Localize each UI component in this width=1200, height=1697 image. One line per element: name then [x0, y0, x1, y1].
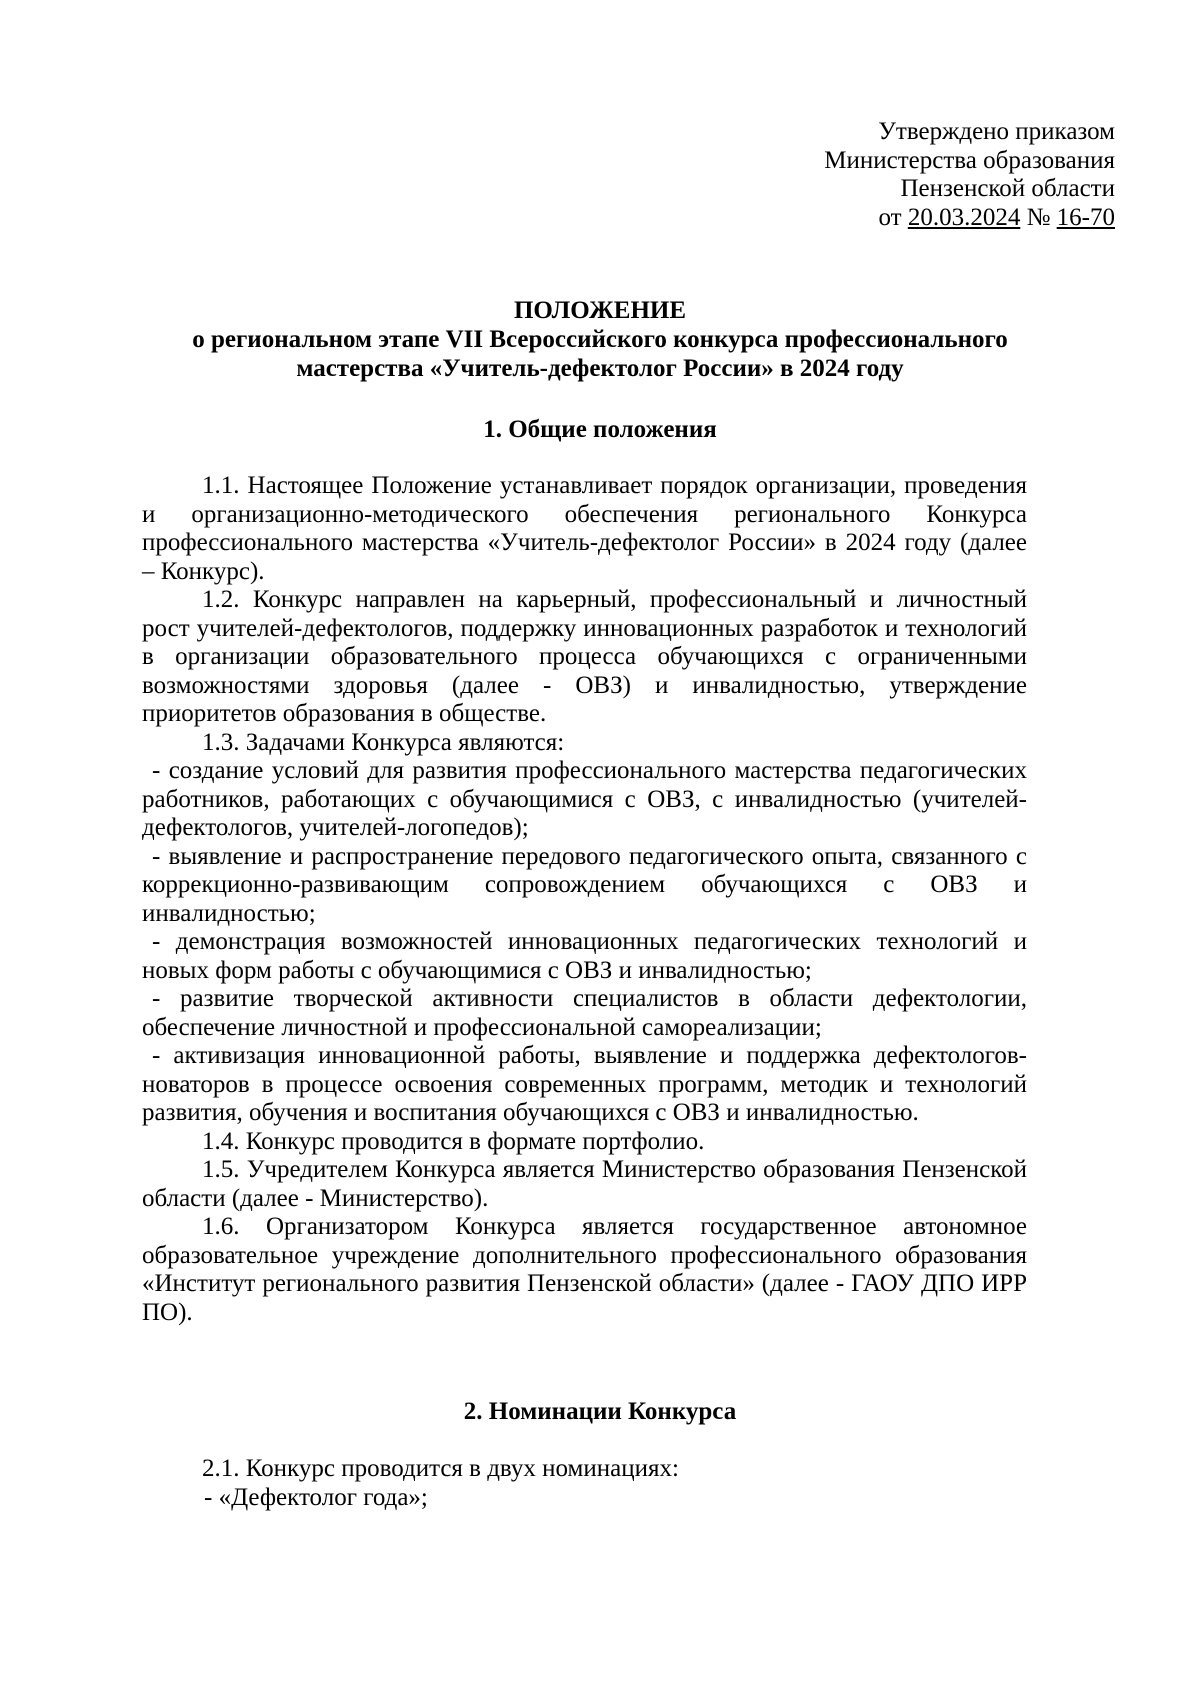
paragraph-1-6: 1.6. Организатором Конкурса является государственное автономное образовательное учреждение дополнительного профессионального образования «Институт регионального развития Пензенской области» (далее - ГАОУ ДПО ИРР ПО).: [142, 1213, 1027, 1326]
section-2-heading: 2. Номинации Конкурса: [463, 1398, 737, 1425]
approval-prefix: от: [878, 203, 908, 231]
title-line-2: мастерства «Учитель-дефектолог России» в 2024 году: [296, 355, 904, 382]
paragraph-1-2: 1.2. Конкурс направлен на карьерный, профессиональный и личностный рост учителей-дефектологов, поддержку инновационных разработок и технологий в организации образовательного процесса обучающихся с ограниченными возможностями здоровья (далее - ОВЗ) и инвалидностью, утверждение приоритетов образования в обществе.: [142, 586, 1027, 727]
section-2-body: [142, 1455, 1027, 1512]
task-item-5: - активизация инновационной работы, выявление и поддержка дефектологов-новаторов в процессе освоения современных программ, методик и технологий развития, обучения и воспитания обучающихся с ОВЗ и инвалидностью.: [142, 1042, 1027, 1126]
approval-line-1: Утверждено приказом: [878, 118, 1115, 145]
approval-block: [515, 118, 1115, 232]
paragraph-1-1: 1.1. Настоящее Положение устанавливает порядок организации, проведения и организационно-методического обеспечения регионального Конкурса профессионального мастерства «Учитель-дефектолог России» в 2024 году (далее – Конкурс).: [142, 472, 1027, 585]
approval-number-sign: №: [1020, 203, 1057, 231]
document-title: [120, 296, 1080, 383]
approval-date: 20.03.2024: [907, 203, 1021, 231]
task-item-4: - развитие творческой активности специалистов в области дефектологии, обеспечение личностной и профессиональной самореализации;: [142, 985, 1027, 1041]
task-item-1: - создание условий для развития профессионального мастерства педагогических работников, работающих с обучающимися с ОВЗ, с инвалидностью (учителей-дефектологов, учителей-логопедов);: [142, 757, 1027, 841]
title-heading: ПОЛОЖЕНИЕ: [513, 297, 687, 324]
nomination-item-1: - «Дефектолог года»;: [204, 1483, 428, 1511]
section-1-body: [142, 472, 1027, 1327]
task-item-2: - выявление и распространение передового педагогического опыта, связанного с коррекционно-развивающим сопровождением обучающихся с ОВЗ и инвалидностью;: [142, 842, 1027, 927]
title-line-1: о региональном этапе VII Всероссийского конкурса профессионального: [192, 326, 1008, 353]
approval-line-2: Министерства образования: [824, 146, 1115, 174]
section-1-heading: 1. Общие положения: [483, 416, 717, 443]
paragraph-2-1: 2.1. Конкурс проводится в двух номинациях:: [202, 1455, 679, 1482]
approval-number: 16-70: [1056, 203, 1115, 231]
approval-line-3: Пензенской области: [900, 175, 1115, 202]
paragraph-1-4: 1.4. Конкурс проводится в формате портфолио.: [202, 1127, 705, 1155]
task-item-3: - демонстрация возможностей инновационных педагогических технологий и новых форм работы с обучающимися с ОВЗ и инвалидностью;: [142, 928, 1027, 984]
paragraph-1-5: 1.5. Учредителем Конкурса является Министерство образования Пензенской области (далее - Министерство).: [142, 1156, 1027, 1212]
approval-order-line: [515, 204, 1115, 233]
paragraph-1-3: 1.3. Задачами Конкурса являются:: [202, 728, 565, 756]
